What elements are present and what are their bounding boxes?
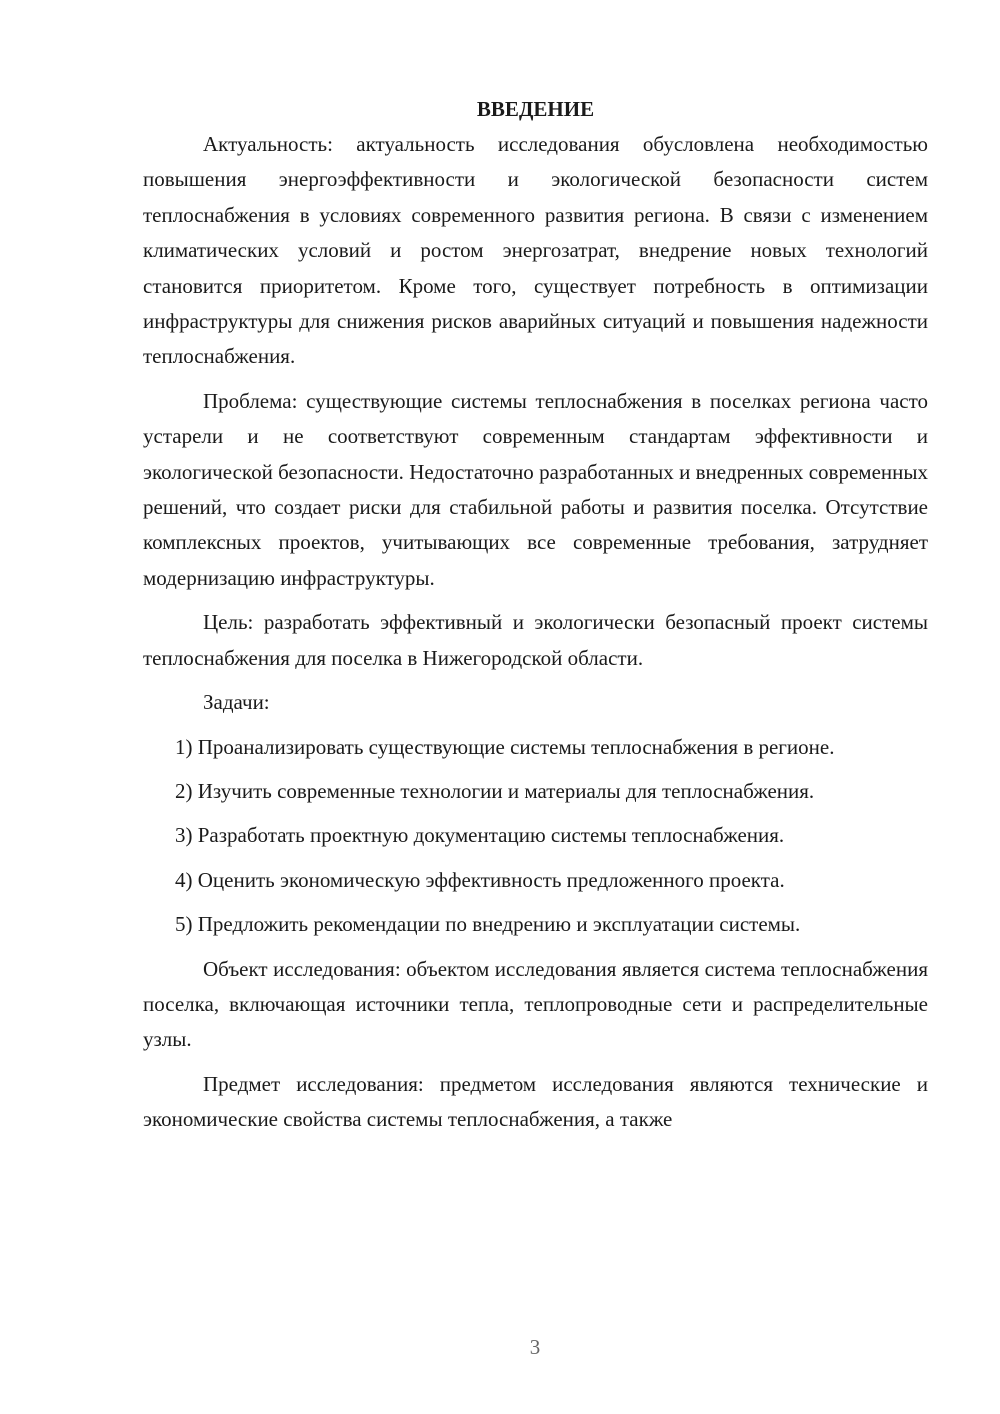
tasks-list (143, 730, 928, 943)
document-page (143, 92, 928, 1138)
problem-paragraph: Проблема: существующие системы теплоснабжения в поселках региона часто устарели и не соответствуют современным стандартам эффективности и экологической безопасности. Недостаточно разработанных и внедренных современных решений, что создает риски для стабильной работы и развития поселка. Отсутствие комплексных проектов, учитывающих все современные требования, затрудняет модернизацию инфраструктуры. (143, 388, 928, 590)
tasks-heading: Задачи: (203, 690, 270, 715)
task-item: 1) Проанализировать существующие системы теплоснабжения в регионе. (175, 734, 835, 759)
page-number: 3 (529, 1335, 541, 1359)
subject-paragraph: Предмет исследования: предметом исследования являются технические и экономические свойства системы теплоснабжения, а также (143, 1071, 928, 1132)
task-item: 3) Разработать проектную документацию системы теплоснабжения. (175, 823, 785, 848)
task-item: 5) Предложить рекомендации по внедрению и эксплуатации системы. (175, 912, 801, 937)
goal-paragraph: Цель: разработать эффективный и экологически безопасный проект системы теплоснабжения для поселка в Нижегородской области. (143, 610, 928, 670)
page-title: ВВЕДЕНИЕ (476, 97, 595, 121)
relevance-paragraph: Актуальность: актуальность исследования обусловлена необходимостью повышения энергоэффективности и экологической безопасности систем теплоснабжения в условиях современного развития региона. В связи с изменением климатических условий и ростом энергозатрат, внедрение новых технологий становится приоритетом. Кроме того, существует потребность в оптимизации инфраструктуры для снижения рисков аварийных ситуаций и повышения надежности теплоснабжения. (143, 132, 928, 369)
task-item: 4) Оценить экономическую эффективность предложенного проекта. (175, 867, 785, 892)
task-item: 2) Изучить современные технологии и материалы для теплоснабжения. (175, 778, 815, 803)
object-paragraph: Объект исследования: объектом исследования является система теплоснабжения поселка, включающая источники тепла, теплопроводные сети и распределительные узлы. (143, 956, 928, 1052)
